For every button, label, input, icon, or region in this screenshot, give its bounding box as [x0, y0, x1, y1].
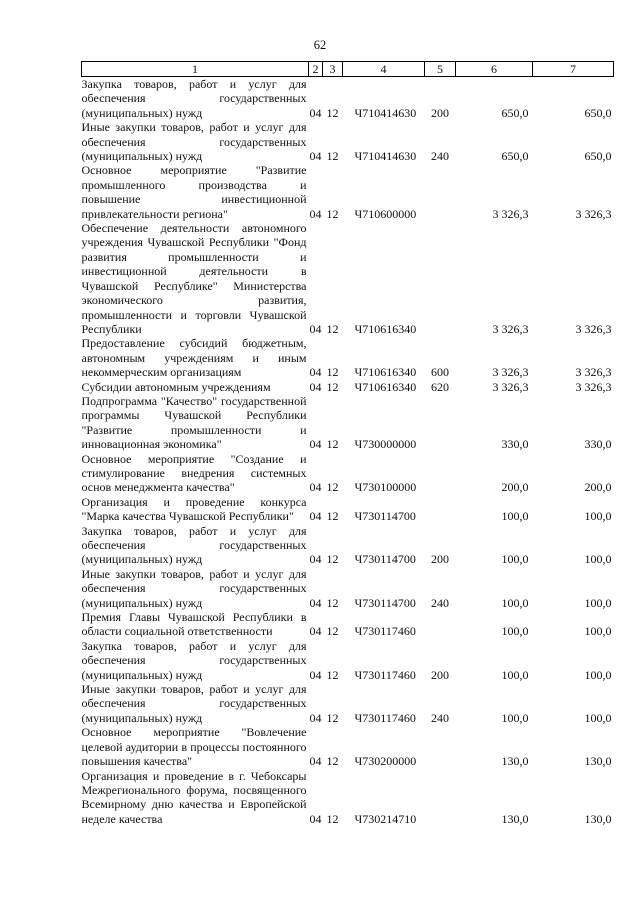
- row-amount-2: 3 326,3: [575, 365, 612, 380]
- row-section: 04: [309, 710, 322, 725]
- row-section: 04: [309, 365, 322, 380]
- row-csr-code: Ч710414630: [354, 149, 417, 164]
- row-amount-1: 100,0: [501, 624, 529, 639]
- table-row: [82, 380, 614, 394]
- row-expense-type: 240: [431, 595, 449, 610]
- row-amount-1: 100,0: [501, 667, 529, 682]
- header-row: [82, 62, 614, 77]
- header-col-3: 3: [323, 62, 343, 77]
- row-amount-1: 330,0: [501, 437, 529, 452]
- row-subsection: 12: [326, 595, 339, 610]
- header-col-2: 2: [309, 62, 323, 77]
- header-col-6: 6: [456, 62, 533, 77]
- row-subsection: 12: [326, 811, 339, 826]
- row-expense-type: [425, 163, 456, 221]
- row-section: 04: [309, 105, 322, 120]
- row-amount-1: 3 326,3: [492, 321, 529, 336]
- row-expense-type: 600: [431, 365, 449, 380]
- row-amount-1: 3 326,3: [492, 206, 529, 221]
- row-csr-code: Ч730214710: [354, 811, 417, 826]
- row-subsection: 12: [326, 105, 339, 120]
- row-csr-code: Ч730200000: [354, 754, 417, 769]
- row-expense-type: [425, 610, 456, 639]
- row-amount-1: 650,0: [501, 149, 529, 164]
- row-amount-2: 3 326,3: [575, 379, 612, 394]
- row-amount-1: 100,0: [501, 509, 529, 524]
- row-amount-2: 650,0: [584, 149, 612, 164]
- table-row: [82, 769, 614, 827]
- row-csr-code: Ч730114700: [354, 509, 416, 524]
- row-subsection: 12: [326, 365, 339, 380]
- table-body: [82, 77, 614, 827]
- row-section: 04: [309, 811, 322, 826]
- row-name: Подпрограмма "Качество" государственной программы Чувашской Республики "Развитие промышленности и инновационная экономика": [81, 393, 307, 452]
- row-csr-code: Ч710414630: [354, 105, 417, 120]
- header-col-4: 4: [343, 62, 425, 77]
- row-amount-2: 100,0: [584, 595, 612, 610]
- row-subsection: 12: [326, 509, 339, 524]
- row-section: 04: [309, 480, 322, 495]
- row-amount-2: 100,0: [584, 552, 612, 567]
- row-expense-type: 200: [431, 552, 449, 567]
- table-row: [82, 120, 614, 163]
- row-amount-1: 3 326,3: [492, 379, 529, 394]
- row-name: Субсидии автономным учреждениям: [81, 379, 271, 394]
- row-name: Премия Главы Чувашской Республики в области социальной ответственности: [81, 610, 307, 639]
- row-section: 04: [309, 667, 322, 682]
- row-csr-code: Ч730117460: [354, 667, 416, 682]
- table-row: [82, 77, 614, 121]
- row-section: 04: [309, 754, 322, 769]
- row-name: Иные закупки товаров, работ и услуг для обеспечения государственных (муниципальных) нужд: [81, 120, 307, 164]
- row-csr-code: Ч730114700: [354, 552, 416, 567]
- header-col-5: 5: [425, 62, 456, 77]
- row-csr-code: Ч730117460: [354, 710, 416, 725]
- row-expense-type: [425, 452, 456, 495]
- row-name: Основное мероприятие "Вовлечение целевой аудитории в процессы постоянного повышения качества": [81, 725, 307, 769]
- row-name: Иные закупки товаров, работ и услуг для обеспечения государственных (муниципальных) нужд: [81, 566, 307, 610]
- row-expense-type: [425, 221, 456, 336]
- row-expense-type: [425, 394, 456, 452]
- table-row: [82, 336, 614, 379]
- row-expense-type: 240: [431, 710, 449, 725]
- row-amount-2: 100,0: [584, 509, 612, 524]
- row-expense-type: 620: [431, 379, 449, 394]
- table-row: [82, 567, 614, 610]
- table-row: [82, 639, 614, 682]
- row-amount-1: 130,0: [501, 754, 529, 769]
- table-row: [82, 452, 614, 495]
- row-subsection: 12: [326, 754, 339, 769]
- row-expense-type: [425, 725, 456, 768]
- table-row: [82, 495, 614, 524]
- table-header: [82, 62, 614, 77]
- row-amount-2: 330,0: [584, 437, 612, 452]
- row-amount-1: 100,0: [501, 552, 529, 567]
- row-name: Предоставление субсидий бюджетным, автономным учреждениям и иным некоммерческим организациям: [81, 336, 307, 380]
- row-csr-code: Ч710616340: [354, 379, 417, 394]
- row-amount-2: 100,0: [584, 710, 612, 725]
- row-section: 04: [309, 149, 322, 164]
- row-csr-code: Ч710616340: [354, 365, 417, 380]
- row-subsection: 12: [326, 321, 339, 336]
- row-section: 04: [309, 321, 322, 336]
- row-name: Основное мероприятие "Развитие промышленного производства и повышение инвестиционной привлекательности региона": [81, 163, 307, 221]
- row-subsection: 12: [326, 710, 339, 725]
- table-row: [82, 725, 614, 768]
- row-subsection: 12: [326, 552, 339, 567]
- row-amount-2: 100,0: [584, 667, 612, 682]
- row-amount-1: 3 326,3: [492, 365, 529, 380]
- header-col-1: 1: [82, 62, 309, 77]
- row-name: Иные закупки товаров, работ и услуг для обеспечения государственных (муниципальных) нужд: [81, 682, 307, 725]
- row-amount-1: 130,0: [501, 811, 529, 826]
- row-section: 04: [309, 379, 322, 394]
- row-expense-type: [425, 495, 456, 524]
- row-subsection: 12: [326, 480, 339, 495]
- row-name: Организация и проведение в г. Чебоксары Межрегионального форума, посвященного Всемирному дню качества и Европейской неделе качества: [81, 768, 307, 826]
- table-row: [82, 524, 614, 567]
- row-amount-1: 100,0: [501, 710, 529, 725]
- row-amount-2: 130,0: [584, 754, 612, 769]
- row-name: Основное мероприятие "Создание и стимулирование внедрения системных основ менеджмента качества": [81, 451, 307, 495]
- table-row: [82, 163, 614, 221]
- row-csr-code: Ч730100000: [354, 480, 417, 495]
- table-row: [82, 221, 614, 336]
- row-amount-1: 200,0: [501, 480, 529, 495]
- row-section: 04: [309, 624, 322, 639]
- row-expense-type: 240: [431, 149, 449, 164]
- row-subsection: 12: [326, 437, 339, 452]
- row-name: Организация и проведение конкурса "Марка качества Чувашской Республики": [81, 494, 307, 524]
- table-row: [82, 394, 614, 452]
- row-amount-2: 200,0: [584, 480, 612, 495]
- row-subsection: 12: [326, 624, 339, 639]
- table-row: [82, 610, 614, 639]
- row-section: 04: [309, 595, 322, 610]
- row-subsection: 12: [326, 149, 339, 164]
- row-amount-2: 3 326,3: [575, 206, 612, 221]
- budget-table: [81, 61, 614, 826]
- row-subsection: 12: [326, 206, 339, 221]
- row-csr-code: Ч730000000: [354, 437, 417, 452]
- row-name: Закупка товаров, работ и услуг для обеспечения государственных (муниципальных) нужд: [81, 77, 307, 120]
- table-row: [82, 682, 614, 725]
- row-csr-code: Ч730117460: [354, 624, 416, 639]
- row-amount-2: 3 326,3: [575, 321, 612, 336]
- row-amount-2: 100,0: [584, 624, 612, 639]
- row-subsection: 12: [326, 667, 339, 682]
- row-section: 04: [309, 206, 322, 221]
- row-amount-2: 130,0: [584, 811, 612, 826]
- row-subsection: 12: [326, 379, 339, 394]
- row-name: Закупка товаров, работ и услуг для обеспечения государственных (муниципальных) нужд: [81, 523, 307, 567]
- row-csr-code: Ч710600000: [354, 206, 417, 221]
- row-amount-1: 650,0: [501, 105, 529, 120]
- page-number: 62: [313, 38, 327, 52]
- row-expense-type: [425, 769, 456, 827]
- row-amount-1: 100,0: [501, 595, 529, 610]
- row-name: Обеспечение деятельности автономного учреждения Чувашской Республики "Фонд развития промышленности и инвестиционной деятельности в Чувашской Республике" Министерства экономического развития, промышленности и торговли Чувашской Республики: [81, 221, 307, 336]
- row-expense-type: 200: [431, 667, 449, 682]
- row-name: Закупка товаров, работ и услуг для обеспечения государственных (муниципальных) нужд: [81, 638, 307, 682]
- row-amount-2: 650,0: [584, 105, 612, 120]
- row-section: 04: [309, 509, 322, 524]
- row-section: 04: [309, 552, 322, 567]
- header-col-7: 7: [533, 62, 614, 77]
- row-csr-code: Ч710616340: [354, 321, 417, 336]
- row-csr-code: Ч730114700: [354, 595, 416, 610]
- row-expense-type: 200: [431, 105, 449, 120]
- row-section: 04: [309, 437, 322, 452]
